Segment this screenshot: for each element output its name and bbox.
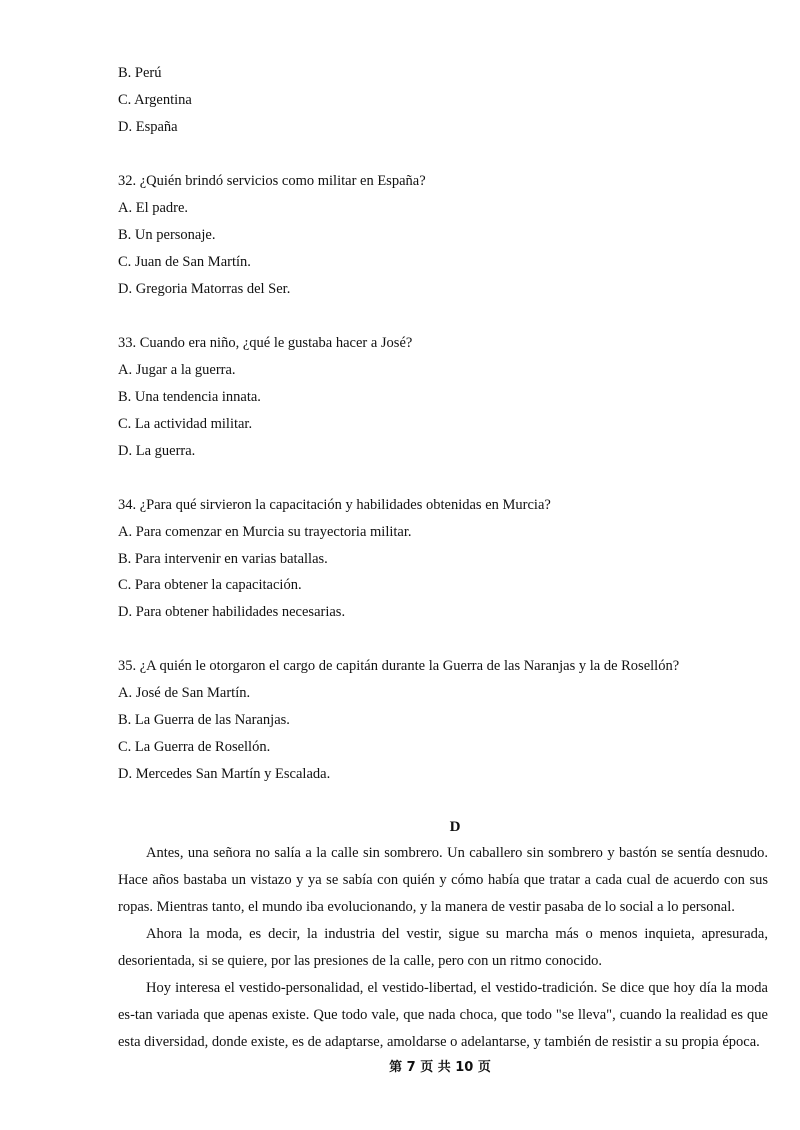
section-d-paragraph-1 <box>118 840 768 921</box>
q34-option-a: A. Para comenzar en Murcia su trayectoria militar. <box>118 524 412 540</box>
paragraph-1-text: Antes, una señora no salía a la calle sin sombrero. Un caballero sin sombrero y bastón se sentía desnudo. Hace años bastaba un vistazo y ya se sabía con quién y cómo había que tratar a cada cual de acuerdo con sus ropas. Mientras tanto, el mundo iba evolucionando, y la manera de vestir pasaba de lo social a lo personal. <box>118 845 768 915</box>
q35-question: 35. ¿A quién le otorgaron el cargo de capitán durante la Guerra de las Naranjas y la de Rosellón? <box>118 658 680 674</box>
paragraph-3-text: Hoy interesa el vestido-personalidad, el vestido-libertad, el vestido-tradición. Se dice que hoy día la moda es-tan variada que apenas existe. Que todo vale, que nada choca, que todo "se lleva", cuando la realidad es que esta diversidad, donde existe, es de adaptarse, amoldarse o adelantarse, y también de resistir a su propia época. <box>118 980 768 1050</box>
q31-option-b: B. Perú <box>118 65 162 81</box>
q33-question: 33. Cuando era niño, ¿qué le gustaba hacer a José? <box>118 335 413 351</box>
q35-option-b: B. La Guerra de las Naranjas. <box>118 712 290 728</box>
q33-option-c: C. La actividad militar. <box>118 416 253 432</box>
page-footer: 第 7 页 共 10 页 <box>389 1060 491 1075</box>
section-d-paragraph-3 <box>118 975 768 1056</box>
q32-option-b: B. Un personaje. <box>118 227 216 243</box>
q35-option-c: C. La Guerra de Rosellón. <box>118 739 271 755</box>
q33-option-d: D. La guerra. <box>118 443 196 459</box>
q35-option-d: D. Mercedes San Martín y Escalada. <box>118 766 331 782</box>
section-d-title: D <box>449 819 461 835</box>
q33-option-b: B. Una tendencia innata. <box>118 389 261 405</box>
q32-option-d: D. Gregoria Matorras del Ser. <box>118 281 291 297</box>
q34-option-d: D. Para obtener habilidades necesarias. <box>118 604 346 620</box>
q35-option-a: A. José de San Martín. <box>118 685 251 701</box>
q32-option-a: A. El padre. <box>118 200 189 216</box>
q34-option-b: B. Para intervenir en varias batallas. <box>118 551 328 567</box>
q32-question: 32. ¿Quién brindó servicios como militar en España? <box>118 173 426 189</box>
q34-option-c: C. Para obtener la capacitación. <box>118 577 302 593</box>
paragraph-2-text: Ahora la moda, es decir, la industria del vestir, sigue su marcha más o menos inquieta, apresurada, desorientada, si se quiere, por las presiones de la calle, pero con un ritmo conocido. <box>118 926 768 969</box>
q34-question: 34. ¿Para qué sirvieron la capacitación y habilidades obtenidas en Murcia? <box>118 497 551 513</box>
section-d-paragraph-2 <box>118 921 768 975</box>
q33-option-a: A. Jugar a la guerra. <box>118 362 236 378</box>
q32-option-c: C. Juan de San Martín. <box>118 254 251 270</box>
q31-option-d: D. España <box>118 119 178 135</box>
q31-option-c: C. Argentina <box>118 92 192 108</box>
